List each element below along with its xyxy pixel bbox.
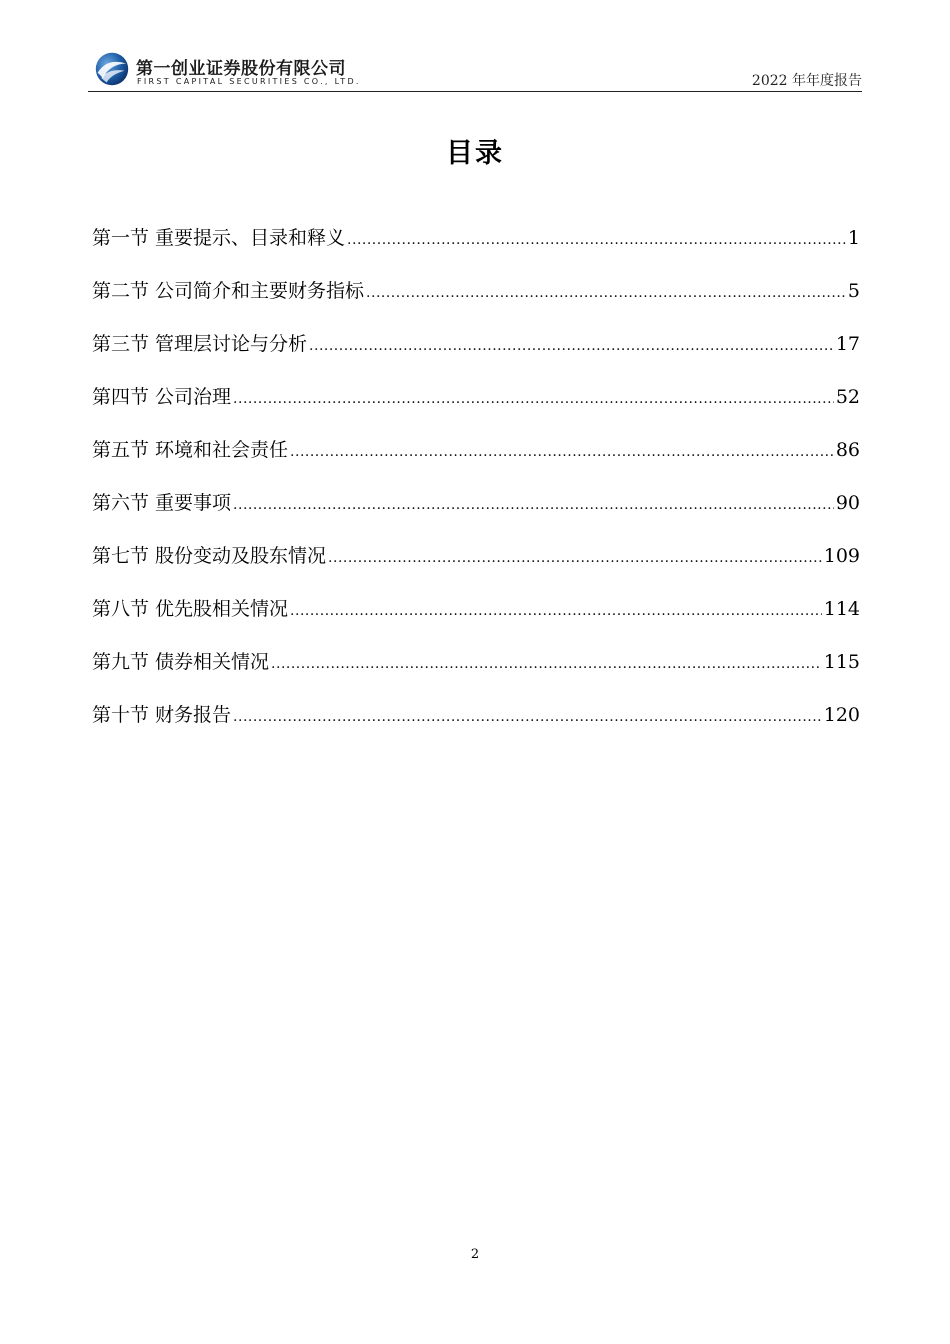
toc-item-label: 第七节 股份变动及股东情况 xyxy=(92,545,327,567)
toc-item-label: 第八节 优先股相关情况 xyxy=(92,598,289,620)
toc-dot-leader xyxy=(347,224,846,256)
toc-item-page: 17 xyxy=(835,333,860,355)
toc-item[interactable] xyxy=(92,699,860,752)
toc-dot-leader xyxy=(290,436,834,468)
toc-dot-leader xyxy=(233,701,822,733)
report-label: 2022 年年度报告 xyxy=(751,73,862,89)
toc-dot-leader xyxy=(233,383,834,415)
toc-item-page: 52 xyxy=(835,386,860,408)
company-name-cn: 第一创业证券股份有限公司 xyxy=(136,59,346,79)
toc-item[interactable] xyxy=(92,381,860,434)
header-divider xyxy=(88,91,862,92)
toc-item-label: 第九节 债券相关情况 xyxy=(92,651,270,673)
toc-item-label: 第五节 环境和社会责任 xyxy=(92,439,289,461)
toc-dot-leader xyxy=(309,330,834,362)
toc-item-page: 120 xyxy=(823,704,860,726)
page-header xyxy=(88,46,862,92)
toc-item-label: 第二节 公司简介和主要财务指标 xyxy=(92,280,365,302)
globe-wave-logo-icon xyxy=(94,51,130,87)
page-title: 目录 xyxy=(446,138,504,169)
toc-item[interactable] xyxy=(92,540,860,593)
toc-dot-leader xyxy=(366,277,846,309)
toc-dot-leader xyxy=(271,648,822,680)
toc-item-page: 1 xyxy=(847,227,860,249)
table-of-contents xyxy=(92,222,860,752)
toc-item-label: 第六节 重要事项 xyxy=(92,492,232,514)
toc-dot-leader xyxy=(290,595,822,627)
toc-item-page: 5 xyxy=(847,280,860,302)
toc-item[interactable] xyxy=(92,275,860,328)
toc-item-page: 114 xyxy=(823,598,860,620)
toc-dot-leader xyxy=(328,542,822,574)
toc-item[interactable] xyxy=(92,646,860,699)
toc-item-label: 第十节 财务报告 xyxy=(92,704,232,726)
toc-item[interactable] xyxy=(92,593,860,646)
toc-item[interactable] xyxy=(92,222,860,275)
toc-item-page: 86 xyxy=(835,439,860,461)
toc-item[interactable] xyxy=(92,487,860,540)
toc-item-label: 第四节 公司治理 xyxy=(92,386,232,408)
toc-item[interactable] xyxy=(92,434,860,487)
toc-item[interactable] xyxy=(92,328,860,381)
toc-item-page: 90 xyxy=(835,492,860,514)
toc-item-label: 第一节 重要提示、目录和释义 xyxy=(92,227,346,249)
toc-item-page: 115 xyxy=(823,651,860,673)
toc-item-label: 第三节 管理层讨论与分析 xyxy=(92,333,308,355)
page-number: 2 xyxy=(470,1247,480,1262)
toc-item-page: 109 xyxy=(823,545,860,567)
company-name-en: FIRST CAPITAL SECURITIES CO., LTD. xyxy=(137,77,361,86)
toc-dot-leader xyxy=(233,489,834,521)
